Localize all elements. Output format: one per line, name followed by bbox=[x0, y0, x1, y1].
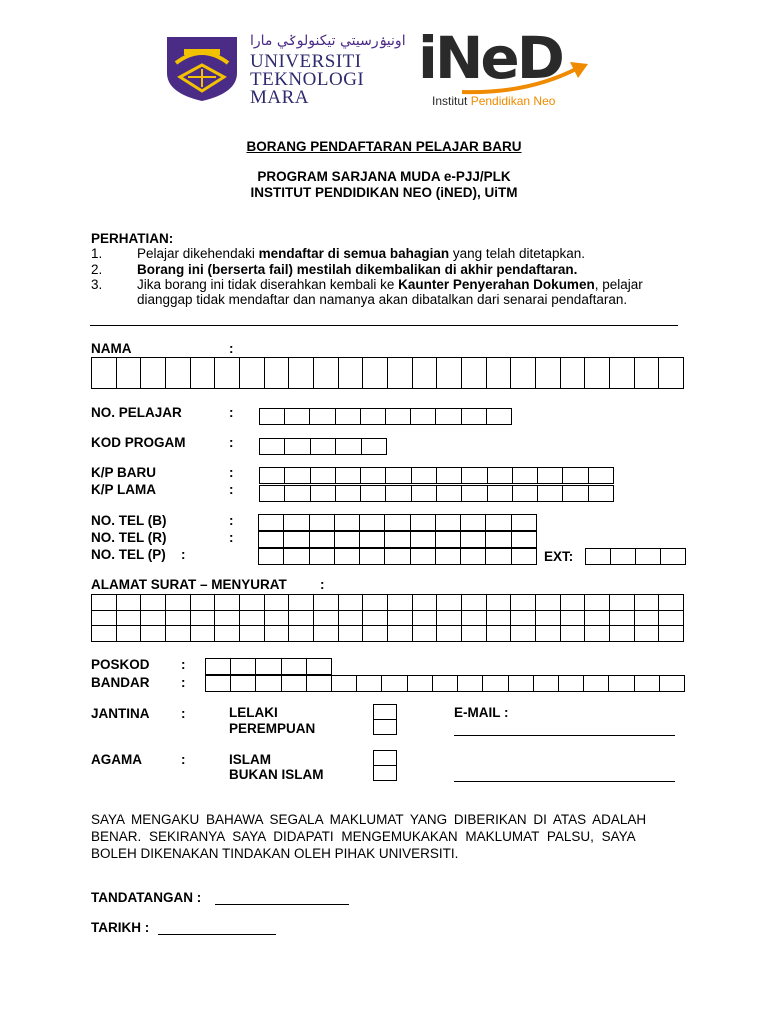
entry-cell[interactable] bbox=[437, 468, 462, 484]
entry-cell[interactable] bbox=[92, 358, 117, 389]
entry-cell[interactable] bbox=[335, 532, 360, 548]
entry-cell[interactable] bbox=[166, 358, 191, 389]
islam-label: ISLAM bbox=[229, 752, 271, 767]
entry-cell[interactable] bbox=[659, 595, 684, 611]
uitm-name-line2: TEKNOLOGI bbox=[250, 69, 365, 90]
entry-cell[interactable] bbox=[436, 409, 461, 425]
perempuan-checkbox[interactable] bbox=[373, 719, 397, 735]
notice-heading: PERHATIAN: bbox=[91, 231, 174, 246]
ined-subtitle-suffix: Pendidikan Neo bbox=[470, 94, 556, 108]
entry-cell[interactable] bbox=[413, 626, 438, 642]
entry-cell[interactable] bbox=[584, 676, 609, 692]
entry-cell[interactable] bbox=[141, 611, 166, 627]
entry-cell[interactable] bbox=[284, 549, 309, 565]
entry-cell[interactable] bbox=[386, 409, 411, 425]
entry-cell[interactable] bbox=[487, 611, 512, 627]
uitm-logo bbox=[162, 33, 407, 108]
entry-cell[interactable] bbox=[413, 358, 438, 389]
entry-cell[interactable] bbox=[332, 676, 357, 692]
entry-cell[interactable] bbox=[361, 468, 386, 484]
entry-cell[interactable] bbox=[285, 468, 310, 484]
entry-cell[interactable] bbox=[437, 486, 462, 502]
entry-cell[interactable] bbox=[259, 532, 284, 548]
notice-number-3: 3. bbox=[91, 277, 103, 292]
entry-cell[interactable] bbox=[260, 468, 285, 484]
entry-cell[interactable] bbox=[360, 515, 385, 531]
entry-cell[interactable] bbox=[206, 676, 231, 692]
entry-cell[interactable] bbox=[511, 595, 536, 611]
entry-cell[interactable] bbox=[357, 676, 382, 692]
tel-p-colon: : bbox=[181, 547, 186, 562]
entry-cell[interactable] bbox=[191, 595, 216, 611]
entry-cell[interactable] bbox=[92, 595, 117, 611]
entry-cell[interactable] bbox=[335, 515, 360, 531]
entry-cell[interactable] bbox=[411, 409, 436, 425]
entry-cell[interactable] bbox=[363, 595, 388, 611]
entry-cell[interactable] bbox=[513, 468, 538, 484]
entry-cell[interactable] bbox=[538, 468, 563, 484]
entry-cell[interactable] bbox=[240, 358, 265, 389]
entry-cell[interactable] bbox=[166, 626, 191, 642]
entry-cell[interactable] bbox=[487, 595, 512, 611]
uitm-name-line3: MARA bbox=[250, 87, 310, 108]
entry-cell[interactable] bbox=[339, 595, 364, 611]
entry-cell[interactable] bbox=[259, 549, 284, 565]
entry-cell[interactable] bbox=[117, 626, 142, 642]
tel-b-label: NO. TEL (B) bbox=[91, 513, 167, 528]
entry-cell[interactable] bbox=[462, 468, 487, 484]
entry-cell[interactable] bbox=[215, 358, 240, 389]
entry-cell[interactable] bbox=[362, 439, 387, 455]
entry-cell[interactable] bbox=[388, 595, 413, 611]
entry-cell[interactable] bbox=[563, 486, 588, 502]
poskod-label: POSKOD bbox=[91, 657, 150, 672]
entry-cell[interactable] bbox=[284, 515, 309, 531]
bandar-label: BANDAR bbox=[91, 675, 150, 690]
entry-cell[interactable] bbox=[461, 532, 486, 548]
notice-item-1-a: Pelajar dikehendaki bbox=[137, 246, 259, 261]
entry-cell[interactable] bbox=[610, 595, 635, 611]
entry-cell[interactable] bbox=[282, 676, 307, 692]
tel-b-grid[interactable] bbox=[258, 514, 537, 531]
entry-cell[interactable] bbox=[336, 468, 361, 484]
entry-cell[interactable] bbox=[585, 595, 610, 611]
entry-cell[interactable] bbox=[486, 532, 511, 548]
entry-cell[interactable] bbox=[659, 358, 684, 389]
entry-cell[interactable] bbox=[361, 409, 386, 425]
bukan-islam-checkbox[interactable] bbox=[373, 765, 397, 781]
entry-cell[interactable] bbox=[285, 486, 310, 502]
ined-subtitle bbox=[432, 94, 555, 108]
entry-cell[interactable] bbox=[659, 611, 684, 627]
entry-cell[interactable] bbox=[310, 549, 335, 565]
entry-cell[interactable] bbox=[310, 532, 335, 548]
tel-r-grid[interactable] bbox=[258, 531, 537, 548]
section-divider bbox=[90, 325, 678, 326]
entry-cell[interactable] bbox=[240, 611, 265, 627]
tel-p-label: NO. TEL (P) bbox=[91, 547, 166, 562]
entry-cell[interactable] bbox=[635, 626, 660, 642]
entry-cell[interactable] bbox=[563, 468, 588, 484]
entry-cell[interactable] bbox=[534, 676, 559, 692]
alamat-colon: : bbox=[320, 577, 325, 592]
entry-cell[interactable] bbox=[385, 515, 410, 531]
entry-cell[interactable] bbox=[408, 676, 433, 692]
swoosh-arrow-icon bbox=[458, 58, 598, 98]
entry-cell[interactable] bbox=[285, 409, 310, 425]
entry-cell[interactable] bbox=[412, 468, 437, 484]
entry-cell[interactable] bbox=[388, 611, 413, 627]
entry-cell[interactable] bbox=[437, 358, 462, 389]
entry-cell[interactable] bbox=[284, 532, 309, 548]
notice-item-3 bbox=[137, 277, 643, 293]
bukan-islam-label: BUKAN ISLAM bbox=[229, 767, 324, 782]
tandatangan-label: TANDATANGAN : bbox=[91, 890, 202, 905]
agama-colon: : bbox=[181, 752, 186, 767]
entry-cell[interactable] bbox=[215, 611, 240, 627]
kp-lama-label: K/P LAMA bbox=[91, 482, 157, 497]
tel-p-grid[interactable] bbox=[258, 548, 537, 565]
nama-label: NAMA bbox=[91, 341, 132, 356]
perempuan-label: PEREMPUAN bbox=[229, 721, 316, 736]
entry-cell[interactable] bbox=[363, 626, 388, 642]
entry-cell[interactable] bbox=[610, 626, 635, 642]
entry-cell[interactable] bbox=[260, 439, 285, 455]
entry-cell[interactable] bbox=[191, 611, 216, 627]
ined-logo bbox=[418, 24, 598, 112]
entry-cell[interactable] bbox=[311, 439, 336, 455]
entry-cell[interactable] bbox=[361, 486, 386, 502]
institute-title: INSTITUT PENDIDIKAN NEO (iNED), UiTM bbox=[250, 185, 518, 200]
entry-cell[interactable] bbox=[486, 549, 511, 565]
entry-cell[interactable] bbox=[559, 676, 584, 692]
entry-cell[interactable] bbox=[486, 515, 511, 531]
entry-cell[interactable] bbox=[437, 595, 462, 611]
ext-grid[interactable] bbox=[585, 548, 686, 565]
no-pelajar-label: NO. PELAJAR bbox=[91, 405, 182, 420]
entry-cell[interactable] bbox=[310, 409, 335, 425]
entry-cell[interactable] bbox=[336, 409, 361, 425]
entry-cell[interactable] bbox=[335, 549, 360, 565]
tarikh-label: TARIKH : bbox=[91, 920, 150, 935]
notice-item-3-continued: dianggap tidak mendaftar dan namanya akan dibatalkan dari senarai pendaftaran. bbox=[137, 292, 628, 307]
entry-cell[interactable] bbox=[289, 626, 314, 642]
entry-cell[interactable] bbox=[307, 676, 332, 692]
entry-cell[interactable] bbox=[483, 676, 508, 692]
notice-item-3-a: Jika borang ini tidak diserahkan kembali ke bbox=[137, 277, 399, 292]
notice-number-1: 1. bbox=[91, 246, 103, 261]
entry-cell[interactable] bbox=[585, 358, 610, 389]
islam-checkbox[interactable] bbox=[373, 750, 397, 766]
ext-label: EXT: bbox=[544, 549, 574, 564]
jantina-colon: : bbox=[181, 706, 186, 721]
entry-cell[interactable] bbox=[289, 595, 314, 611]
entry-cell[interactable] bbox=[487, 409, 512, 425]
entry-cell[interactable] bbox=[487, 358, 512, 389]
entry-cell[interactable] bbox=[461, 549, 486, 565]
entry-cell[interactable] bbox=[635, 358, 660, 389]
entry-cell[interactable] bbox=[511, 626, 536, 642]
kp-lama-colon: : bbox=[229, 482, 234, 497]
entry-cell[interactable] bbox=[310, 515, 335, 531]
entry-cell[interactable] bbox=[538, 486, 563, 502]
entry-cell[interactable] bbox=[536, 595, 561, 611]
alamat-label: ALAMAT SURAT – MENYURAT bbox=[91, 577, 287, 592]
tel-r-label: NO. TEL (R) bbox=[91, 530, 167, 545]
declaration-line-2: BENAR. SEKIRANYA SAYA DIDAPATI MENGEMUKAKAN MAKLUMAT PALSU, SAYA bbox=[91, 829, 636, 844]
notice-number-2: 2. bbox=[91, 262, 103, 277]
uitm-jawi-text: اونيۏرسيتي تيكنولوݢي مارا bbox=[250, 33, 406, 49]
entry-cell[interactable] bbox=[461, 515, 486, 531]
alamat-grid[interactable] bbox=[91, 594, 684, 642]
entry-cell[interactable] bbox=[509, 676, 534, 692]
entry-cell[interactable] bbox=[413, 611, 438, 627]
entry-cell[interactable] bbox=[206, 659, 231, 675]
lelaki-label: LELAKI bbox=[229, 705, 278, 720]
entry-cell[interactable] bbox=[462, 626, 487, 642]
notice-item-1 bbox=[137, 246, 585, 262]
entry-cell[interactable] bbox=[339, 358, 364, 389]
declaration-line-3: BOLEH DIKENAKAN TINDAKAN OLEH PIHAK UNIVERSITI. bbox=[91, 846, 459, 861]
entry-cell[interactable] bbox=[289, 611, 314, 627]
entry-cell[interactable] bbox=[260, 486, 285, 502]
entry-cell[interactable] bbox=[265, 358, 290, 389]
notice-item-1-c: yang telah ditetapkan. bbox=[449, 246, 586, 261]
ined-subtitle-prefix: Institut bbox=[432, 94, 471, 108]
entry-cell[interactable] bbox=[141, 358, 166, 389]
entry-cell[interactable] bbox=[635, 676, 660, 692]
entry-cell[interactable] bbox=[487, 626, 512, 642]
nama-grid[interactable] bbox=[91, 357, 684, 389]
entry-cell[interactable] bbox=[386, 486, 411, 502]
entry-cell[interactable] bbox=[609, 676, 634, 692]
entry-cell[interactable] bbox=[536, 611, 561, 627]
entry-cell[interactable] bbox=[336, 486, 361, 502]
entry-cell[interactable] bbox=[166, 611, 191, 627]
entry-cell[interactable] bbox=[166, 595, 191, 611]
entry-cell[interactable] bbox=[511, 358, 536, 389]
entry-cell[interactable] bbox=[488, 486, 513, 502]
entry-cell[interactable] bbox=[311, 468, 336, 484]
entry-cell[interactable] bbox=[411, 532, 436, 548]
entry-cell[interactable] bbox=[336, 439, 361, 455]
entry-cell[interactable] bbox=[610, 358, 635, 389]
entry-cell[interactable] bbox=[117, 611, 142, 627]
entry-cell[interactable] bbox=[513, 486, 538, 502]
entry-cell[interactable] bbox=[561, 626, 586, 642]
entry-cell[interactable] bbox=[314, 626, 339, 642]
entry-cell[interactable] bbox=[561, 358, 586, 389]
entry-cell[interactable] bbox=[413, 595, 438, 611]
entry-cell[interactable] bbox=[661, 549, 686, 565]
entry-cell[interactable] bbox=[260, 409, 285, 425]
entry-cell[interactable] bbox=[92, 626, 117, 642]
entry-cell[interactable] bbox=[462, 358, 487, 389]
bandar-grid[interactable] bbox=[205, 675, 685, 692]
notice-item-3-b: Kaunter Penyerahan Dokumen bbox=[398, 277, 595, 292]
entry-cell[interactable] bbox=[388, 626, 413, 642]
entry-cell[interactable] bbox=[311, 486, 336, 502]
entry-cell[interactable] bbox=[231, 659, 256, 675]
entry-cell[interactable] bbox=[462, 409, 487, 425]
ined-mark: iNeD bbox=[418, 24, 562, 92]
lelaki-checkbox[interactable] bbox=[373, 704, 397, 720]
poskod-colon: : bbox=[181, 657, 186, 672]
entry-cell[interactable] bbox=[386, 468, 411, 484]
entry-cell[interactable] bbox=[462, 611, 487, 627]
form-title: BORANG PENDAFTARAN PELAJAR BARU bbox=[246, 139, 522, 154]
kp-baru-label: K/P BARU bbox=[91, 465, 157, 480]
entry-cell[interactable] bbox=[433, 676, 458, 692]
entry-cell[interactable] bbox=[659, 626, 684, 642]
entry-cell[interactable] bbox=[256, 676, 281, 692]
notice-item-3-c: , pelajar bbox=[594, 277, 643, 292]
entry-cell[interactable] bbox=[363, 358, 388, 389]
entry-cell[interactable] bbox=[589, 468, 614, 484]
entry-cell[interactable] bbox=[231, 676, 256, 692]
entry-cell[interactable] bbox=[436, 532, 461, 548]
uitm-crest-icon bbox=[162, 33, 242, 103]
entry-cell[interactable] bbox=[265, 626, 290, 642]
entry-cell[interactable] bbox=[536, 358, 561, 389]
entry-cell[interactable] bbox=[240, 595, 265, 611]
tel-r-colon: : bbox=[229, 530, 234, 545]
entry-cell[interactable] bbox=[512, 515, 537, 531]
entry-cell[interactable] bbox=[635, 611, 660, 627]
entry-cell[interactable] bbox=[462, 486, 487, 502]
kp-baru-grid[interactable] bbox=[259, 467, 614, 484]
entry-cell[interactable] bbox=[411, 549, 436, 565]
nama-colon: : bbox=[229, 341, 234, 356]
no-pelajar-grid[interactable] bbox=[259, 408, 512, 425]
entry-cell[interactable] bbox=[259, 515, 284, 531]
entry-cell[interactable] bbox=[437, 626, 462, 642]
declaration-line-1: SAYA MENGAKU BAHAWA SEGALA MAKLUMAT YANG DIBERIKAN DI ATAS ADALAH bbox=[91, 812, 647, 827]
entry-cell[interactable] bbox=[589, 486, 614, 502]
entry-cell[interactable] bbox=[289, 358, 314, 389]
entry-cell[interactable] bbox=[611, 549, 636, 565]
entry-cell[interactable] bbox=[561, 611, 586, 627]
tel-b-colon: : bbox=[229, 513, 234, 528]
entry-cell[interactable] bbox=[636, 549, 661, 565]
entry-cell[interactable] bbox=[458, 676, 483, 692]
entry-cell[interactable] bbox=[285, 439, 310, 455]
entry-cell[interactable] bbox=[388, 358, 413, 389]
entry-cell[interactable] bbox=[92, 611, 117, 627]
kod-progam-grid[interactable] bbox=[259, 438, 387, 455]
entry-cell[interactable] bbox=[215, 595, 240, 611]
agama-label: AGAMA bbox=[91, 752, 142, 767]
entry-cell[interactable] bbox=[660, 676, 685, 692]
kod-progam-label: KOD PROGAM bbox=[91, 435, 186, 450]
entry-cell[interactable] bbox=[411, 515, 436, 531]
entry-cell[interactable] bbox=[191, 358, 216, 389]
entry-cell[interactable] bbox=[141, 626, 166, 642]
entry-cell[interactable] bbox=[561, 595, 586, 611]
entry-cell[interactable] bbox=[512, 532, 537, 548]
jantina-label: JANTINA bbox=[91, 706, 150, 721]
no-pelajar-colon: : bbox=[229, 405, 234, 420]
entry-cell[interactable] bbox=[117, 358, 142, 389]
entry-cell[interactable] bbox=[307, 659, 332, 675]
tandatangan-line[interactable] bbox=[215, 904, 349, 905]
entry-cell[interactable] bbox=[215, 626, 240, 642]
entry-cell[interactable] bbox=[314, 611, 339, 627]
kp-lama-grid[interactable] bbox=[259, 485, 614, 502]
program-title: PROGRAM SARJANA MUDA e-PJJ/PLK bbox=[257, 169, 511, 184]
email-line[interactable] bbox=[454, 735, 675, 736]
entry-cell[interactable] bbox=[412, 486, 437, 502]
entry-cell[interactable] bbox=[265, 611, 290, 627]
tarikh-line[interactable] bbox=[158, 934, 276, 935]
entry-cell[interactable] bbox=[339, 611, 364, 627]
bandar-colon: : bbox=[181, 675, 186, 690]
entry-cell[interactable] bbox=[360, 532, 385, 548]
entry-cell[interactable] bbox=[314, 595, 339, 611]
entry-cell[interactable] bbox=[339, 626, 364, 642]
kp-baru-colon: : bbox=[229, 465, 234, 480]
entry-cell[interactable] bbox=[585, 626, 610, 642]
kod-progam-colon: : bbox=[229, 435, 234, 450]
entry-cell[interactable] bbox=[512, 549, 537, 565]
entry-cell[interactable] bbox=[141, 595, 166, 611]
entry-cell[interactable] bbox=[240, 626, 265, 642]
entry-cell[interactable] bbox=[191, 626, 216, 642]
entry-cell[interactable] bbox=[117, 595, 142, 611]
entry-cell[interactable] bbox=[462, 595, 487, 611]
entry-cell[interactable] bbox=[265, 595, 290, 611]
notice-item-2: Borang ini (berserta fail) mestilah dikembalikan di akhir pendaftaran. bbox=[137, 262, 578, 277]
poskod-grid[interactable] bbox=[205, 658, 332, 675]
entry-cell[interactable] bbox=[437, 611, 462, 627]
email-line-2[interactable] bbox=[454, 781, 675, 782]
entry-cell[interactable] bbox=[610, 611, 635, 627]
entry-cell[interactable] bbox=[635, 595, 660, 611]
entry-cell[interactable] bbox=[385, 549, 410, 565]
entry-cell[interactable] bbox=[488, 468, 513, 484]
entry-cell[interactable] bbox=[363, 611, 388, 627]
entry-cell[interactable] bbox=[385, 532, 410, 548]
entry-cell[interactable] bbox=[585, 611, 610, 627]
entry-cell[interactable] bbox=[360, 549, 385, 565]
entry-cell[interactable] bbox=[436, 549, 461, 565]
email-label: E-MAIL : bbox=[454, 705, 509, 720]
entry-cell[interactable] bbox=[536, 626, 561, 642]
entry-cell[interactable] bbox=[314, 358, 339, 389]
entry-cell[interactable] bbox=[256, 659, 281, 675]
entry-cell[interactable] bbox=[511, 611, 536, 627]
entry-cell[interactable] bbox=[436, 515, 461, 531]
uitm-name-line1: UNIVERSITI bbox=[250, 51, 362, 72]
entry-cell[interactable] bbox=[282, 659, 307, 675]
notice-item-1-b: mendaftar di semua bahagian bbox=[258, 246, 450, 261]
entry-cell[interactable] bbox=[586, 549, 611, 565]
entry-cell[interactable] bbox=[382, 676, 407, 692]
